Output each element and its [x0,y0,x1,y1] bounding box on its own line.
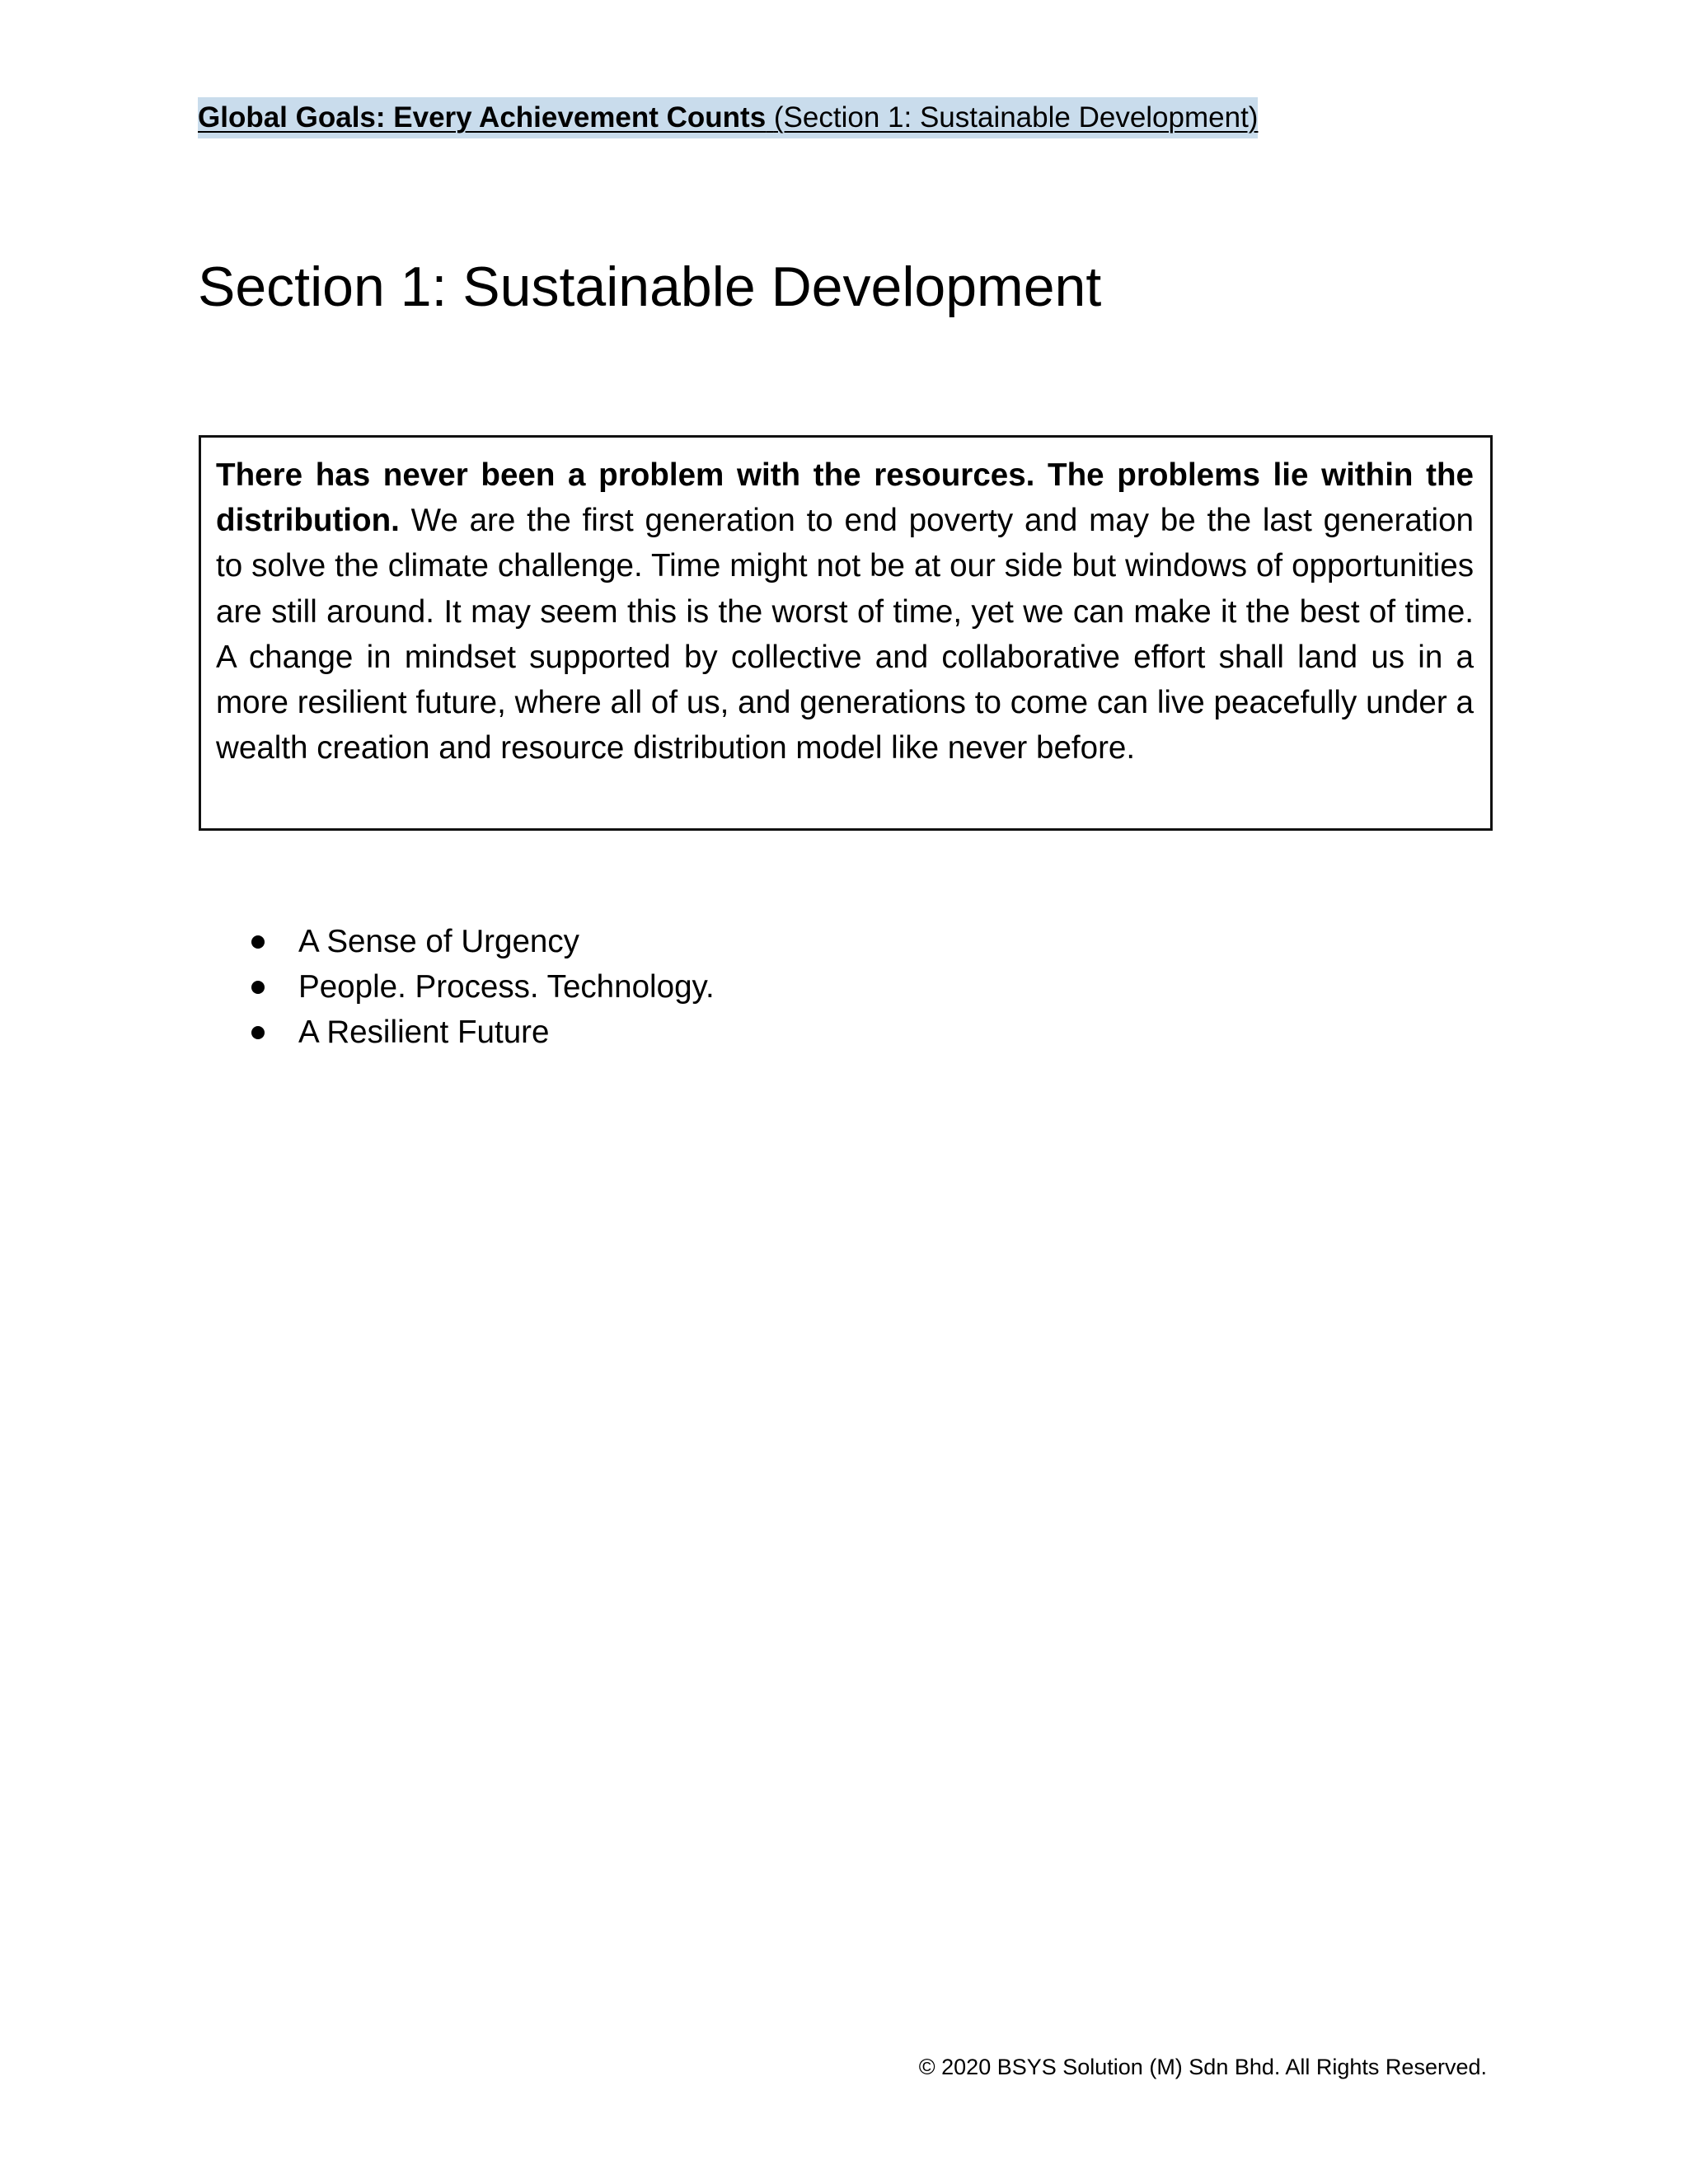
quote-lead: There has never been a problem with the resources. The problems lie within the distribution. [216,457,1474,539]
copyright-footer: © 2020 BSYS Solution (M) Sdn Bhd. All Rights Reserved. [918,2055,1487,2079]
list-item-label: A Resilient Future [298,1015,550,1050]
bullet-icon [251,1026,265,1039]
quote-text [216,452,1474,771]
header-link[interactable] [198,97,1258,138]
list-item [239,964,715,1010]
bullet-icon [251,981,265,994]
bullet-icon [251,935,265,949]
bullet-list [239,919,715,1055]
list-item [239,919,715,964]
quote-body: We are the first generation to end poverty and may be the last generation to solve the climate challenge. Time might not be at our side but windows of opportunities are still around. It may seem this is the worst of time, yet we can make it the best of time. A change in mindset supported by collective and collaborative effort shall land us in a more resilient future, where all of us, and generations to come can live peacefully under a wealth creation and resource distribution model like never before. [216,503,1474,766]
list-item [239,1010,715,1055]
list-item-label: A Sense of Urgency [298,924,579,959]
page-title: Section 1: Sustainable Development [198,255,1102,318]
header-link-section: (Section 1: Sustainable Development) [773,101,1259,134]
header-link-title: Global Goals: Every Achievement Counts [198,101,767,134]
list-item-label: People. Process. Technology. [298,969,715,1005]
quote-box [199,435,1493,831]
